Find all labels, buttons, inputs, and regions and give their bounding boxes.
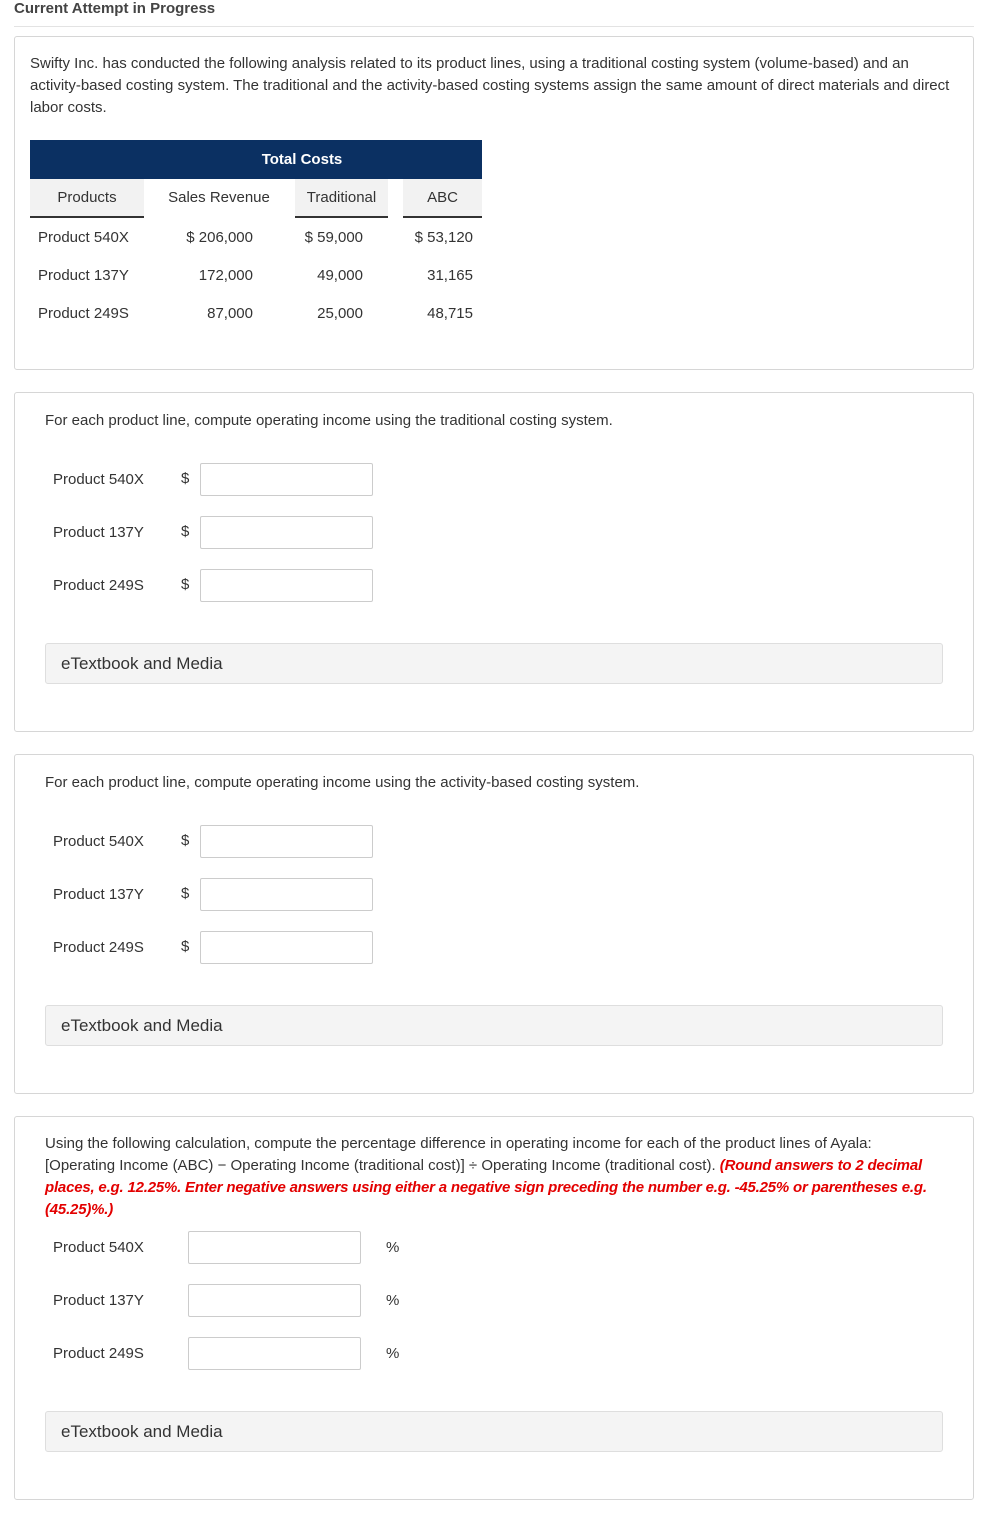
- row-abc: 48,715: [427, 305, 473, 322]
- answer-label-540x: Product 540X: [53, 471, 144, 488]
- column-header-sales: Sales Revenue: [168, 189, 270, 206]
- answer-label-540x: Product 540X: [53, 1239, 144, 1256]
- row-product: Product 540X: [38, 229, 129, 246]
- attempt-header: [14, 0, 974, 27]
- etextbook-media-label: eTextbook and Media: [61, 654, 223, 673]
- answer-label-249s: Product 249S: [53, 939, 144, 956]
- row-abc: 31,165: [427, 267, 473, 284]
- pct-137y-input[interactable]: [188, 1284, 361, 1317]
- etextbook-media-label: eTextbook and Media: [61, 1422, 223, 1441]
- traditional-540x-input[interactable]: [200, 463, 373, 496]
- percent-unit: %: [386, 1292, 400, 1309]
- currency-symbol: $: [181, 832, 190, 849]
- currency-symbol: $: [181, 938, 190, 955]
- row-traditional: 49,000: [317, 267, 363, 284]
- traditional-249s-input[interactable]: [200, 569, 373, 602]
- pct-540x-input[interactable]: [188, 1231, 361, 1264]
- currency-symbol: $: [181, 523, 190, 540]
- row-abc: $ 53,120: [414, 229, 473, 246]
- rounding-instruction: (Round answers to 2 decimal places, e.g. 12.25%. Enter negative answers using either a negative sign preceding the number e.g. -45.25% or parentheses e.g. (45.25)%.): [45, 1157, 927, 1218]
- percent-unit: %: [386, 1345, 400, 1362]
- currency-symbol: $: [181, 885, 190, 902]
- column-header-abc: ABC: [403, 179, 482, 218]
- row-sales: $ 206,000: [186, 229, 253, 246]
- row-traditional: 25,000: [317, 305, 363, 322]
- intro-text: Swifty Inc. has conducted the following analysis related to its product lines, using a traditional costing system (volume-based) and an activity-based costing system. The traditional and the activity-based costing systems assign the same amount of direct materials and direct labor costs.: [30, 55, 950, 116]
- etextbook-media-button[interactable]: [45, 1411, 943, 1452]
- answer-label-137y: Product 137Y: [53, 886, 144, 903]
- answer-label-249s: Product 249S: [53, 577, 144, 594]
- etextbook-media-label: eTextbook and Media: [61, 1016, 223, 1035]
- prompt-line-1: Using the following calculation, compute the percentage difference in operating income for each of the product lines of Ayala:: [45, 1135, 872, 1152]
- currency-symbol: $: [181, 576, 190, 593]
- column-header-traditional: Traditional: [295, 179, 388, 218]
- answer-label-137y: Product 137Y: [53, 1292, 144, 1309]
- row-sales: 87,000: [207, 305, 253, 322]
- intro-card: [14, 36, 974, 370]
- prompt-line-2: [Operating Income (ABC) − Operating Income (traditional cost)] ÷ Operating Income (traditional cost).: [45, 1157, 720, 1174]
- total-costs-header: Total Costs: [261, 151, 343, 168]
- question-abc-prompt: For each product line, compute operating income using the activity-based costing system.: [45, 774, 640, 791]
- row-traditional: $ 59,000: [304, 229, 363, 246]
- answer-label-540x: Product 540X: [53, 833, 144, 850]
- percent-unit: %: [386, 1239, 400, 1256]
- currency-symbol: $: [181, 470, 190, 487]
- question-abc-card: [14, 754, 974, 1094]
- pct-249s-input[interactable]: [188, 1337, 361, 1370]
- abc-249s-input[interactable]: [200, 931, 373, 964]
- question-percentage-prompt: [45, 1133, 955, 1221]
- abc-137y-input[interactable]: [200, 878, 373, 911]
- etextbook-media-button[interactable]: [45, 643, 943, 684]
- row-product: Product 137Y: [38, 267, 129, 284]
- traditional-137y-input[interactable]: [200, 516, 373, 549]
- column-header-products: Products: [30, 179, 144, 218]
- abc-540x-input[interactable]: [200, 825, 373, 858]
- row-sales: 172,000: [198, 267, 253, 284]
- question-traditional-prompt: For each product line, compute operating income using the traditional costing system.: [45, 412, 613, 429]
- answer-label-137y: Product 137Y: [53, 524, 144, 541]
- attempt-status: Current Attempt in Progress: [14, 0, 216, 17]
- table-group-header: [30, 140, 482, 179]
- row-product: Product 249S: [38, 305, 129, 322]
- answer-label-249s: Product 249S: [53, 1345, 144, 1362]
- question-traditional-card: [14, 392, 974, 732]
- question-percentage-card: [14, 1116, 974, 1500]
- etextbook-media-button[interactable]: [45, 1005, 943, 1046]
